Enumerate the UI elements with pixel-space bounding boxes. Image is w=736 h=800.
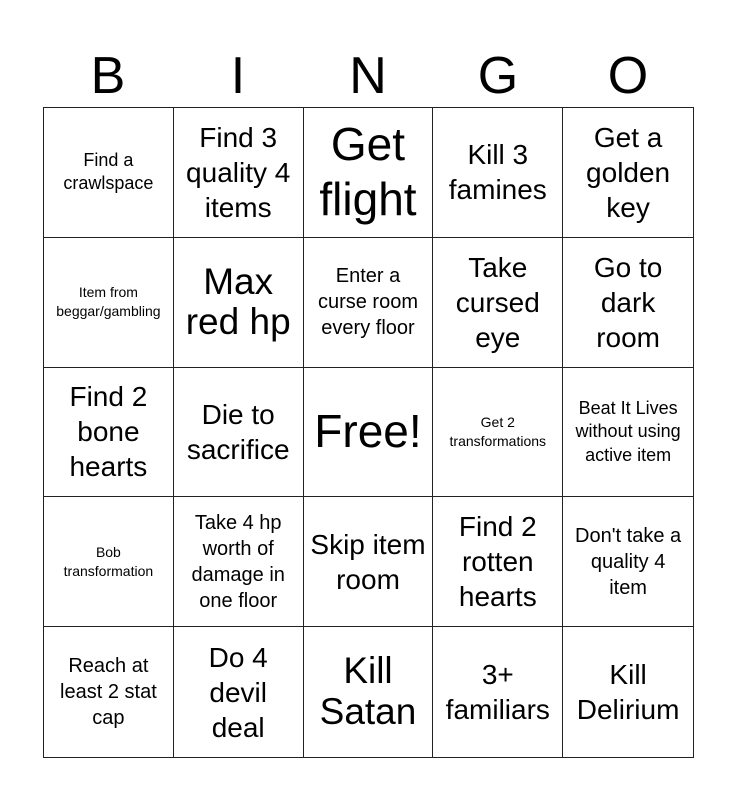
cell-text: Kill Satan	[319, 650, 417, 733]
cell-text: Don't take a quality 4 item	[575, 524, 682, 599]
bingo-cell[interactable]	[44, 108, 174, 238]
header-letter-n: N	[349, 47, 387, 105]
bingo-cell[interactable]	[563, 627, 693, 757]
cell-text: Kill 3 famines	[448, 139, 547, 206]
cell-text: Free!	[314, 405, 422, 458]
bingo-cell[interactable]	[44, 238, 174, 368]
bingo-cell[interactable]	[44, 627, 174, 757]
bingo-cell[interactable]	[174, 368, 304, 498]
cell-text: 3+ familiars	[445, 659, 550, 726]
bingo-cell[interactable]	[174, 108, 304, 238]
header-letter-b: B	[90, 47, 126, 105]
bingo-cell[interactable]	[304, 108, 434, 238]
cell-text: Find 2 rotten hearts	[458, 511, 537, 613]
cell-text: Get flight	[319, 118, 417, 226]
bingo-cell[interactable]	[433, 368, 563, 498]
bingo-cell[interactable]	[563, 368, 693, 498]
bingo-cell[interactable]	[563, 238, 693, 368]
bingo-cell[interactable]	[563, 108, 693, 238]
cell-text: Find 3 quality 4 items	[186, 121, 291, 223]
bingo-cell[interactable]	[563, 497, 693, 627]
bingo-cell[interactable]	[433, 627, 563, 757]
cell-text: Reach at least 2 stat cap	[60, 655, 157, 730]
bingo-cell[interactable]	[174, 627, 304, 757]
bingo-cell[interactable]	[174, 497, 304, 627]
cell-text: Enter a curse room every floor	[317, 265, 418, 340]
bingo-cell[interactable]	[304, 627, 434, 757]
cell-text: Skip item room	[310, 528, 426, 595]
cell-text: Item from beggar/gambling	[56, 284, 161, 320]
bingo-cell[interactable]	[174, 238, 304, 368]
cell-text: Find a crawlspace	[63, 150, 154, 194]
bingo-cell[interactable]	[433, 497, 563, 627]
cell-text: Go to dark room	[593, 251, 663, 353]
bingo-cell[interactable]	[433, 108, 563, 238]
cell-text: Die to sacrifice	[186, 398, 290, 465]
header-letter-o: O	[607, 47, 649, 105]
bingo-cell[interactable]	[44, 368, 174, 498]
bingo-header	[43, 44, 693, 108]
bingo-cell-free[interactable]	[304, 368, 434, 498]
bingo-cell[interactable]	[44, 497, 174, 627]
bingo-cell[interactable]	[304, 238, 434, 368]
cell-text: Get a golden key	[586, 121, 671, 223]
bingo-cell[interactable]	[304, 497, 434, 627]
cell-text: Kill Delirium	[576, 659, 680, 726]
cell-text: Take 4 hp worth of damage in one floor	[191, 511, 285, 612]
cell-text: Beat It Lives without using active item	[575, 397, 681, 465]
cell-text: Bob transformation	[63, 543, 154, 579]
bingo-board	[43, 107, 694, 758]
cell-text: Do 4 devil deal	[208, 641, 268, 743]
cell-text: Find 2 bone hearts	[69, 381, 148, 483]
cell-text: Take cursed eye	[455, 251, 540, 353]
cell-text: Get 2 transformations	[449, 414, 547, 449]
header-letter-i: I	[230, 47, 246, 105]
bingo-cell[interactable]	[433, 238, 563, 368]
cell-text: Max red hp	[185, 260, 291, 343]
header-letter-g: G	[477, 47, 519, 105]
